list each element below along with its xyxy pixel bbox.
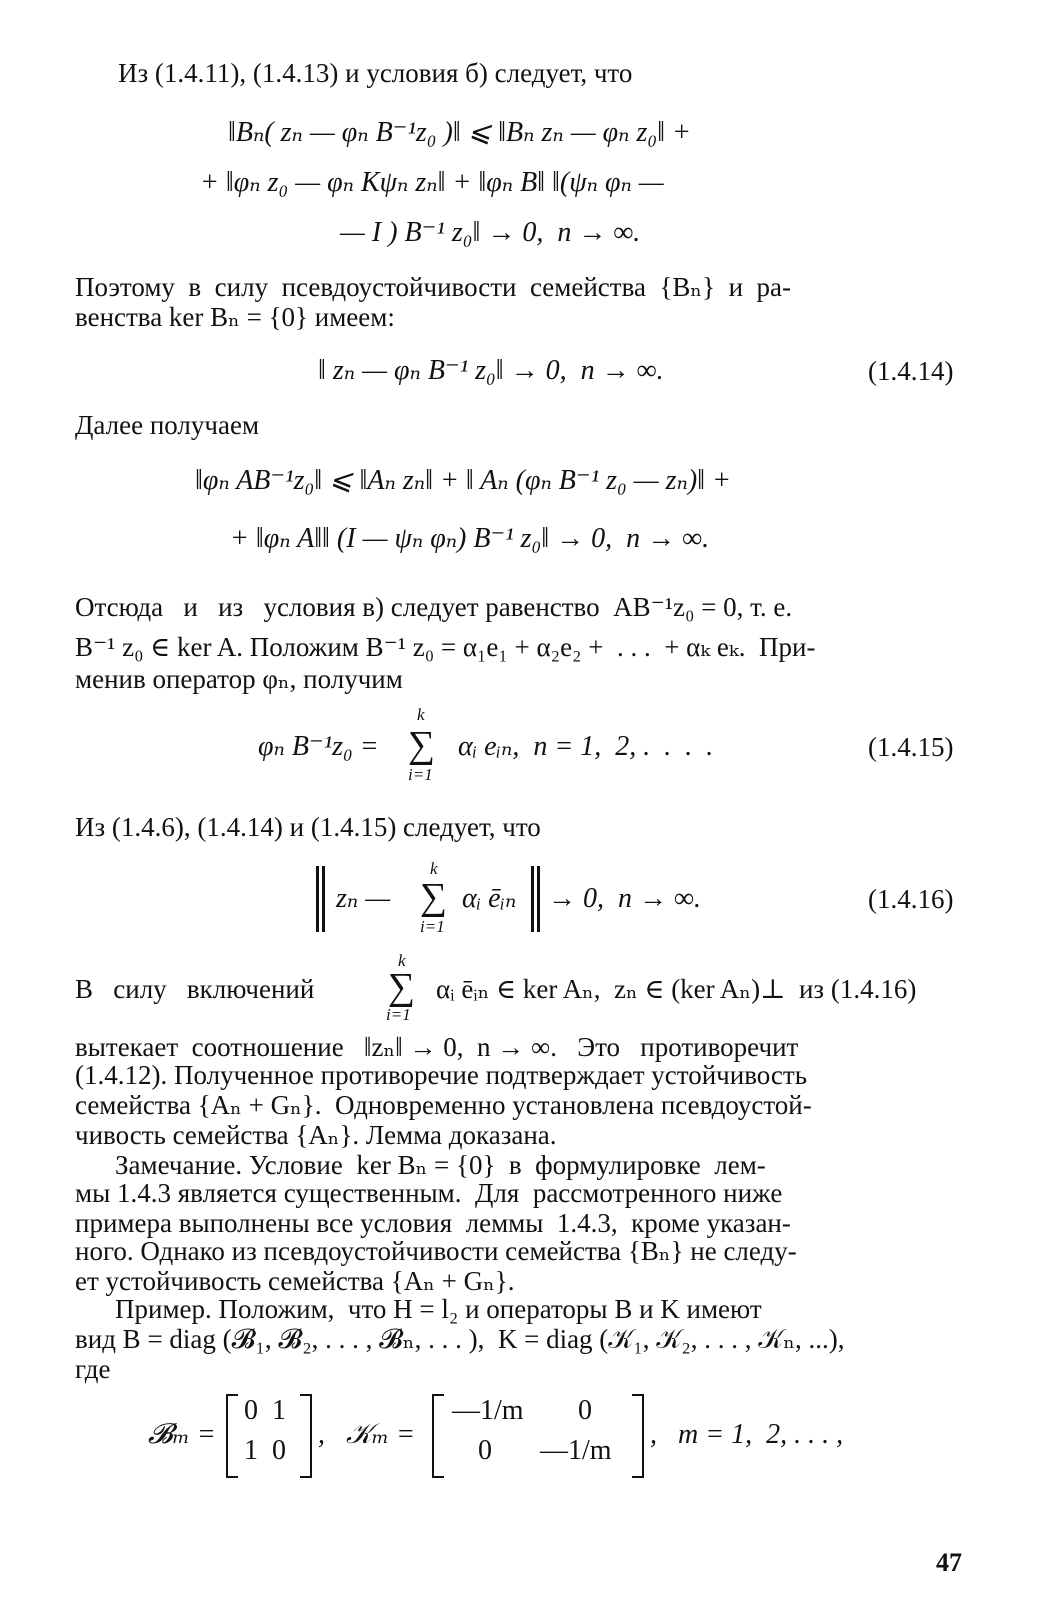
sum-sign-3: ∑ [388,966,416,1008]
equation-2: ‖ zₙ — φₙ B⁻¹ z₀‖ → 0, n → ∞. [318,355,664,386]
equation-number-1-4-14: (1.4.14) [868,356,954,386]
sum-sign: ∑ [408,724,436,766]
equation-5-zn: zₙ — [336,883,391,914]
equation-4-lhs: φₙ B⁻¹z₀ = [258,731,379,762]
paragraph-4-line-1: Отсюда и из условия в) следует равенство AB⁻¹z₀ = 0, т. е. [75,592,793,622]
paragraph-6-start: В силу включений [75,974,315,1004]
sum-upper-limit-2: k [430,859,438,878]
example-line-3: где [75,1354,111,1384]
equation-1-line-2: + ‖φₙ z₀ — φₙ Kψₙ zₙ‖ + ‖φₙ B‖ ‖(ψₙ φₙ — [200,167,664,198]
remark-line-4: ного. Однако из псевдоустойчивости семейства {Bₙ} не следу- [75,1236,797,1266]
matrix-k-cell-1-1: —1/m [452,1395,524,1426]
paragraph-6-inclusions: αᵢ ēᵢₙ ∈ ker Aₙ, zₙ ∈ (ker Aₙ)⊥ из (1.4.16) [436,974,917,1004]
paragraph-4-line-3: менив оператор φₙ, получим [75,664,403,694]
remark-line-3: примера выполнены все условия леммы 1.4.3, кроме указан- [75,1208,791,1238]
sum-upper-limit: k [417,705,425,724]
matrix-k-cell-2-1: 0 [478,1435,492,1466]
paragraph-3: Далее получаем [75,410,260,440]
example-line-2: вид B = diag (𝓑₁, 𝓑₂, . . . , 𝓑ₙ, . . . ), K = diag (𝒦₁, 𝒦₂, . . . , 𝒦ₙ, ...), [75,1324,845,1354]
matrix-b-label: 𝓑ₘ = [148,1419,216,1450]
matrix-k-cell-1-2: 0 [578,1395,592,1426]
remark-line-2: мы 1.4.3 является существенным. Для рассмотренного ниже [75,1178,783,1208]
equation-3-line-1: ‖φₙ AB⁻¹z₀‖ ⩽ ‖Aₙ zₙ‖ + ‖ Aₙ (φₙ B⁻¹ z₀ — zₙ)‖ + [195,465,731,496]
equation-3-line-2: + ‖φₙ A‖‖ (I — ψₙ φₙ) B⁻¹ z₀‖ → 0, n → ∞. [230,523,710,554]
example-line-1: Пример. Положим, что H = l₂ и операторы B и K имеют [115,1294,762,1324]
sum-lower-limit: i=1 [408,765,433,784]
paragraph-4-line-2: B⁻¹ z₀ ∈ ker A. Положим B⁻¹ z₀ = α₁e₁ + α₂e₂ + . . . + αₖ eₖ. При- [75,632,816,662]
equation-5-term: αᵢ ēᵢₙ [462,883,517,914]
matrix-k-right-bracket [632,1394,644,1478]
matrix-k-label: , 𝒦ₘ = [318,1419,416,1450]
matrix-b-row-1: 0 1 [244,1395,286,1426]
paragraph-2-line-1: Поэтому в силу псевдоустойчивости семейства {Bₙ} и ра- [75,272,792,302]
paragraph-6-line-5: чивость семейства {Aₙ}. Лемма доказана. [75,1120,557,1150]
matrix-k-cell-2-2: —1/m [540,1435,612,1466]
matrix-index-range: , m = 1, 2, . . . , [650,1419,844,1450]
paragraph-5: Из (1.4.6), (1.4.14) и (1.4.15) следует, что [75,812,541,842]
matrix-b-left-bracket [226,1394,238,1478]
matrix-b-right-bracket [300,1394,312,1478]
sum-lower-limit-2: i=1 [420,917,445,936]
matrix-k-left-bracket [432,1394,444,1478]
remark-line-1: Замечание. Условие ker Bₙ = {0} в формулировке лем- [115,1150,766,1180]
sum-sign-2: ∑ [420,876,448,918]
sum-lower-limit-3: i=1 [386,1005,411,1024]
sum-upper-limit-3: k [398,951,406,970]
equation-1-line-1: ‖Bₙ( zₙ — φₙ B⁻¹z₀ )‖ ⩽ ‖Bₙ zₙ — φₙ z₀‖ + [228,117,691,148]
paragraph-6-line-4: семейства {Aₙ + Gₙ}. Одновременно установлена псевдоустой- [75,1090,812,1120]
matrix-b-row-2: 1 0 [244,1435,286,1466]
paragraph-6-line-2: вытекает соотношение ‖zₙ‖ → 0, n → ∞. Это противоречит [75,1032,799,1062]
intro-text: Из (1.4.11), (1.4.13) и условия б) следует, что [118,58,633,88]
equation-number-1-4-16: (1.4.16) [868,884,954,914]
page-number: 47 [936,1548,962,1577]
equation-5-tail: → 0, n → ∞. [548,883,701,914]
paragraph-2-line-2: венства ker Bₙ = {0} имеем: [75,302,395,332]
equation-4-rhs: αᵢ eᵢₙ, n = 1, 2, . . . . [458,731,714,762]
paragraph-6-line-3: (1.4.12). Полученное противоречие подтверждает устойчивость [75,1060,808,1090]
equation-number-1-4-15: (1.4.15) [868,732,954,762]
remark-line-5: ет устойчивость семейства {Aₙ + Gₙ}. [75,1266,515,1296]
equation-1-line-3: — I ) B⁻¹ z₀‖ → 0, n → ∞. [340,217,641,248]
